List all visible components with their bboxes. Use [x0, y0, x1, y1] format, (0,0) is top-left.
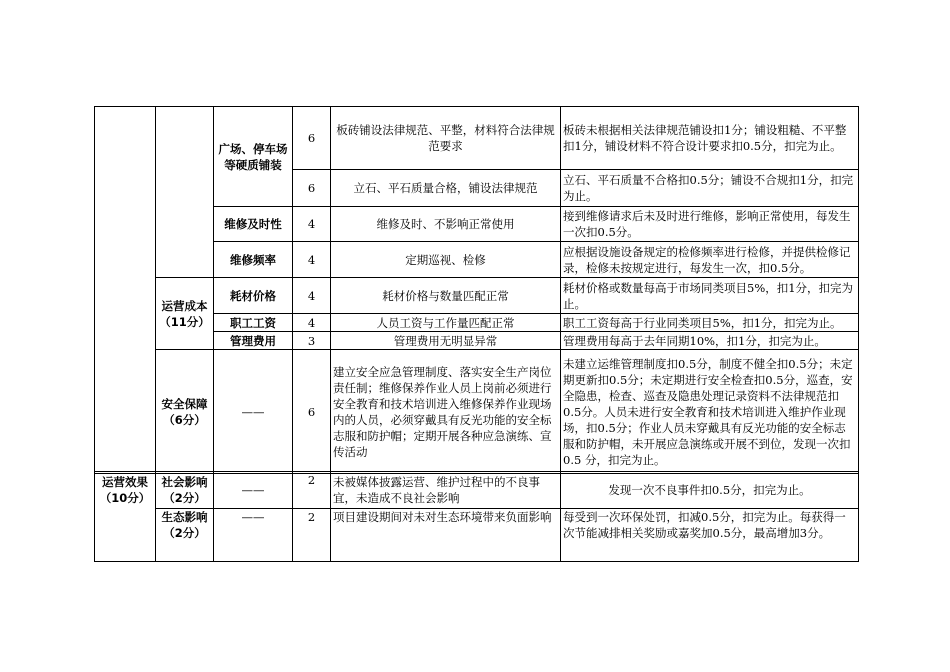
- table-row: [95, 509, 859, 562]
- empty-category-cell: [95, 107, 156, 474]
- rule-cell: 管理费用每高于去年同期10%，扣1分，扣完为止。: [561, 332, 859, 350]
- item-safety: ——: [214, 350, 293, 474]
- item-wage: 职工工资: [214, 314, 293, 332]
- item-timeliness: 维修及时性: [214, 207, 293, 242]
- standard-cell: 维修及时、不影响正常使用: [331, 207, 561, 242]
- rule-cell: 职工工资每高于行业同类项目5%，扣1分，扣完为止。: [561, 314, 859, 332]
- evaluation-table: [94, 106, 859, 474]
- standard-cell: 耗材价格与数量匹配正常: [331, 278, 561, 314]
- score-cell: 4: [293, 314, 331, 332]
- standard-cell: 板砖铺设法律规范、平整，材料符合法律规范要求: [331, 107, 561, 170]
- table-row: [95, 107, 859, 170]
- rule-cell: 发现一次不良事件扣0.5分，扣完为止。: [561, 472, 859, 509]
- rule-cell: 每受到一次环保处罚，扣减0.5分，扣完为止。每获得一次节能减排相关奖励或嘉奖加0.5分，最高增加3分。: [561, 509, 859, 562]
- category-cost: 运营成本（11分）: [156, 278, 214, 350]
- score-cell: 6: [293, 170, 331, 207]
- item-paving: 广场、停车场等硬质铺装: [214, 107, 293, 207]
- table-row: [95, 278, 859, 314]
- rule-cell: 耗材价格或数量每高于市场同类项目5%，扣1分，扣完为止。: [561, 278, 859, 314]
- score-cell: 2: [293, 472, 331, 509]
- rule-cell: 未建立运维管理制度扣0.5分，制度不健全扣0.5分；未定期更新扣0.5分；未定期进行安全检查扣0.5分，巡查，安全隐患，检查、巡查及隐患处理记录资料不法律规范扣0.5分。人员未进行安全教育和技术培训进入维护作业现场，扣0.5分；作业人员未穿戴具有反光功能的安全标志服和防护帽，未开展应急演练或开展不到位，发现一次扣0.5 分，扣完为止。: [561, 350, 859, 474]
- standard-cell: 立石、平石质量合格，铺设法律规范: [331, 170, 561, 207]
- table-row: [95, 472, 859, 509]
- score-cell: 4: [293, 207, 331, 242]
- score-cell: 4: [293, 278, 331, 314]
- item-frequency: 维修频率: [214, 242, 293, 278]
- item-management: 管理费用: [214, 332, 293, 350]
- empty-subcategory-cell: [156, 107, 214, 278]
- category-safety: 安全保障（6分）: [156, 350, 214, 474]
- rule-cell: 应根据设施设备规定的检修频率进行检修，并提供检修记录，检修未按规定进行，每发生一次，扣0.5分。: [561, 242, 859, 278]
- category-effect: 运营效果（10分）: [95, 472, 156, 562]
- rule-cell: 立石、平石质量不合格扣0.5分；铺设不合规扣1分，扣完为止。: [561, 170, 859, 207]
- standard-cell: 管理费用无明显异常: [331, 332, 561, 350]
- score-cell: 6: [293, 350, 331, 474]
- rule-cell: 板砖未根据相关法律规范铺设扣1分；铺设粗糙、不平整扣1分，铺设材料不符合设计要求扣0.5分，扣完为止。: [561, 107, 859, 170]
- standard-cell: 定期巡视、检修: [331, 242, 561, 278]
- table-row: [95, 350, 859, 474]
- standard-cell: 建立安全应急管理制度、落实安全生产岗位责任制；维修保养作业人员上岗前必须进行安全教育和技术培训进入维修保养作业现场内的人员，必须穿戴具有反光功能的安全标志服和防护帽；定期开展各种应急演练、宣传活动: [331, 350, 561, 474]
- score-cell: 6: [293, 107, 331, 170]
- item-eco: ——: [214, 509, 293, 562]
- evaluation-table-lower: [94, 471, 859, 562]
- item-material: 耗材价格: [214, 278, 293, 314]
- score-cell: 4: [293, 242, 331, 278]
- score-cell: 2: [293, 509, 331, 562]
- category-social: 社会影响（2分）: [156, 472, 214, 509]
- score-cell: 3: [293, 332, 331, 350]
- standard-cell: 项目建设期间对未对生态环境带来负面影响: [331, 509, 561, 562]
- standard-cell: 人员工资与工作量匹配正常: [331, 314, 561, 332]
- item-social: ——: [214, 472, 293, 509]
- standard-cell: 未被媒体披露运营、维护过程中的不良事宜，未造成不良社会影响: [331, 472, 561, 509]
- rule-cell: 接到维修请求后未及时进行维修，影响正常使用，每发生一次扣0.5分。: [561, 207, 859, 242]
- category-eco: 生态影响（2分）: [156, 509, 214, 562]
